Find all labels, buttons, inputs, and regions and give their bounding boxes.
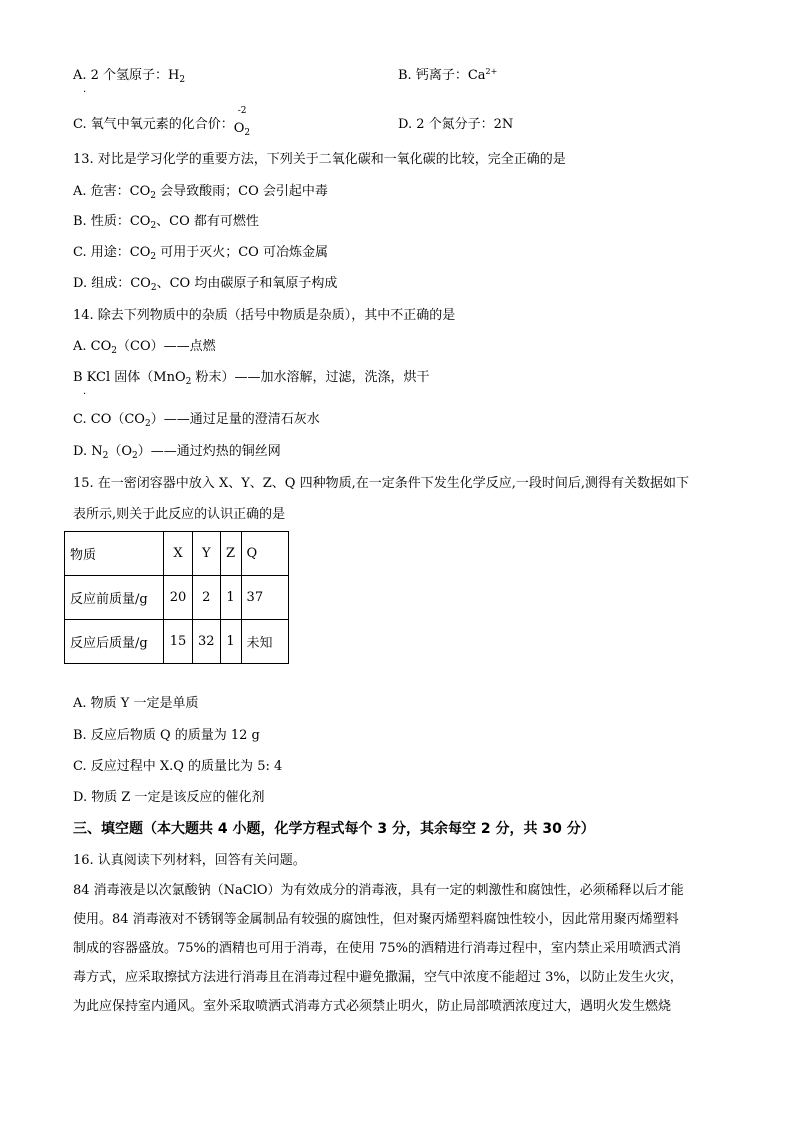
q14-a-pre: A. CO: [73, 339, 112, 354]
q14-c-post: ）——通过足量的澄清石灰水: [150, 412, 320, 427]
q15-option-d: D. 物质 Z 一定是该反应的催化剂: [73, 790, 265, 805]
q14-option-d: [73, 443, 281, 461]
sub: 2: [150, 221, 157, 231]
table-cell: 反应前质量/g: [65, 576, 164, 620]
q15-table-body: [65, 532, 289, 664]
q12-option-c-text: C. 氧气中氧元素的化合价：: [73, 117, 234, 132]
q12-option-a-text: A. 2 个氢原子：H: [73, 68, 180, 83]
q13-option-a: [73, 183, 328, 201]
table-cell: 反应后质量/g: [65, 620, 164, 664]
sub: 2: [185, 377, 192, 387]
q15-option-a: A. 物质 Y 一定是单质: [73, 696, 199, 711]
sub: 2: [132, 451, 138, 461]
paragraph-line: 制成的容器盛放。75%的酒精也可用于消毒，在使用 75%的酒精进行消毒过程中，室内禁止采用喷洒式消: [73, 941, 681, 956]
q13-c-post: 可用于灭火；CO 可冶炼金属: [156, 245, 328, 260]
q14-option-a: [73, 338, 216, 356]
q12-option-b-sup: 2+: [485, 67, 498, 76]
table-cell: 1: [220, 576, 241, 620]
q12-option-d-text: D. 2 个氮分子：2N: [398, 117, 514, 132]
table-cell: Q: [241, 532, 288, 576]
paragraph-line: 84 消毒液是以次氯酸钠（NaClO）为有效成分的消毒液，具有一定的刺激性和腐蚀性，必须稀释以后才能: [73, 883, 684, 898]
paragraph-line: 毒方式，应采取擦拭方法进行消毒且在消毒过程中避免撒漏，空气中浓度不能超过 3%，以防止发生火灾，: [73, 970, 683, 985]
valence-notation: [233, 106, 256, 138]
q13-option-c: [73, 244, 328, 262]
valence-formula: [234, 120, 250, 138]
sub: 2: [150, 191, 156, 201]
q12-option-d: [398, 116, 513, 134]
q13-d-pre: D. 组成：CO: [73, 276, 151, 291]
paragraph-line: 使用。84 消毒液对不锈钢等金属制品有较强的腐蚀性，但对聚丙烯塑料腐蚀性较小，因此常用聚丙烯塑料: [73, 912, 679, 927]
q12-option-c: [73, 106, 256, 138]
q14-option-b: [73, 369, 430, 387]
q14-b-pre: B KCl 固体（MnO: [73, 370, 186, 385]
q16-stem: 16. 认真阅读下列材料，回答有关问题。: [73, 853, 306, 868]
sub: 2: [111, 346, 117, 356]
q13-d-post: 、CO 均由碳原子和氧原子构成: [156, 276, 338, 291]
q13-option-d: [73, 275, 337, 293]
table-cell: Y: [193, 532, 221, 576]
q14-stem: 14. 除去下列物质中的杂质（括号中物质是杂质），其中不正确的是: [73, 308, 456, 323]
sub: 2: [144, 419, 151, 429]
q13-b-pre: B. 性质：CO: [73, 214, 151, 229]
valence-value: -2: [237, 106, 247, 116]
table-cell: 未知: [241, 620, 288, 664]
q15-data-table: [64, 531, 289, 664]
valence-element: O: [233, 121, 245, 136]
table-row: [65, 576, 289, 620]
table-cell: 2: [193, 576, 221, 620]
q15-option-c: C. 反应过程中 X.Q 的质量比为 5: 4: [73, 759, 283, 774]
q13-option-b: [73, 213, 259, 231]
q15-stem-line1: 15. 在一密闭容器中放入 X、Y、Z、Q 四种物质,在一定条件下发生化学反应,一段时间后,测得有关数据如下: [73, 476, 689, 491]
table-cell: 37: [241, 576, 288, 620]
section-heading: 三、填空题（本大题共 4 小题，化学方程式每个 3 分，其余每空 2 分，共 30 分）: [73, 821, 595, 837]
table-row: [65, 532, 289, 576]
q12-option-b: [398, 67, 497, 85]
q15-stem-line2: 表所示,则关于此反应的认识正确的是: [73, 507, 286, 522]
table-cell: 32: [193, 620, 221, 664]
table-cell: 物质: [65, 532, 164, 576]
q14-d-post: ）——通过灼热的铜丝网: [137, 444, 281, 459]
q12-option-b-text: B. 钙离子：Ca: [398, 68, 486, 83]
table-cell: X: [164, 532, 193, 576]
q13-stem: 13. 对比是学习化学的重要方法，下列关于二氧化碳和一氧化碳的比较，完全正确的是: [73, 152, 566, 167]
sub: 2: [150, 283, 157, 293]
emphasis-dot: ·: [83, 87, 87, 98]
valence-sub: 2: [244, 128, 251, 138]
q16-material-paragraph: [73, 876, 723, 1021]
q13-c-pre: C. 用途：CO: [73, 245, 151, 260]
table-cell: 20: [164, 576, 193, 620]
emphasis-dot: ·: [83, 389, 87, 400]
q14-a-post: （CO）——点燃: [117, 339, 216, 354]
q12-option-a-sub: 2: [179, 75, 186, 85]
q14-d-mid: （O: [108, 444, 133, 459]
table-cell: Z: [220, 532, 241, 576]
sub: 2: [102, 451, 109, 461]
q13-b-post: 、CO 都有可燃性: [156, 214, 259, 229]
q13-a-pre: A. 危害：CO: [73, 184, 151, 199]
table-cell: 1: [220, 620, 241, 664]
table-cell: 15: [164, 620, 193, 664]
q13-a-post: 会导致酸雨；CO 会引起中毒: [156, 184, 328, 199]
table-row: [65, 620, 289, 664]
paragraph-line: 为此应保持室内通风。室外采取喷洒式消毒方式必须禁止明火，防止局部喷洒浓度过大，遇明火发生燃烧: [73, 999, 672, 1014]
q14-b-post: 粉末）——加水溶解，过滤，洗涤，烘干: [191, 370, 430, 385]
q14-c-pre: C. CO（CO: [73, 412, 145, 427]
q12-option-a: [73, 67, 185, 85]
sub: 2: [150, 252, 157, 262]
q15-option-b: B. 反应后物质 Q 的质量为 12 g: [73, 728, 260, 743]
q14-option-c: [73, 411, 320, 429]
q14-d-pre: D. N: [73, 444, 103, 459]
